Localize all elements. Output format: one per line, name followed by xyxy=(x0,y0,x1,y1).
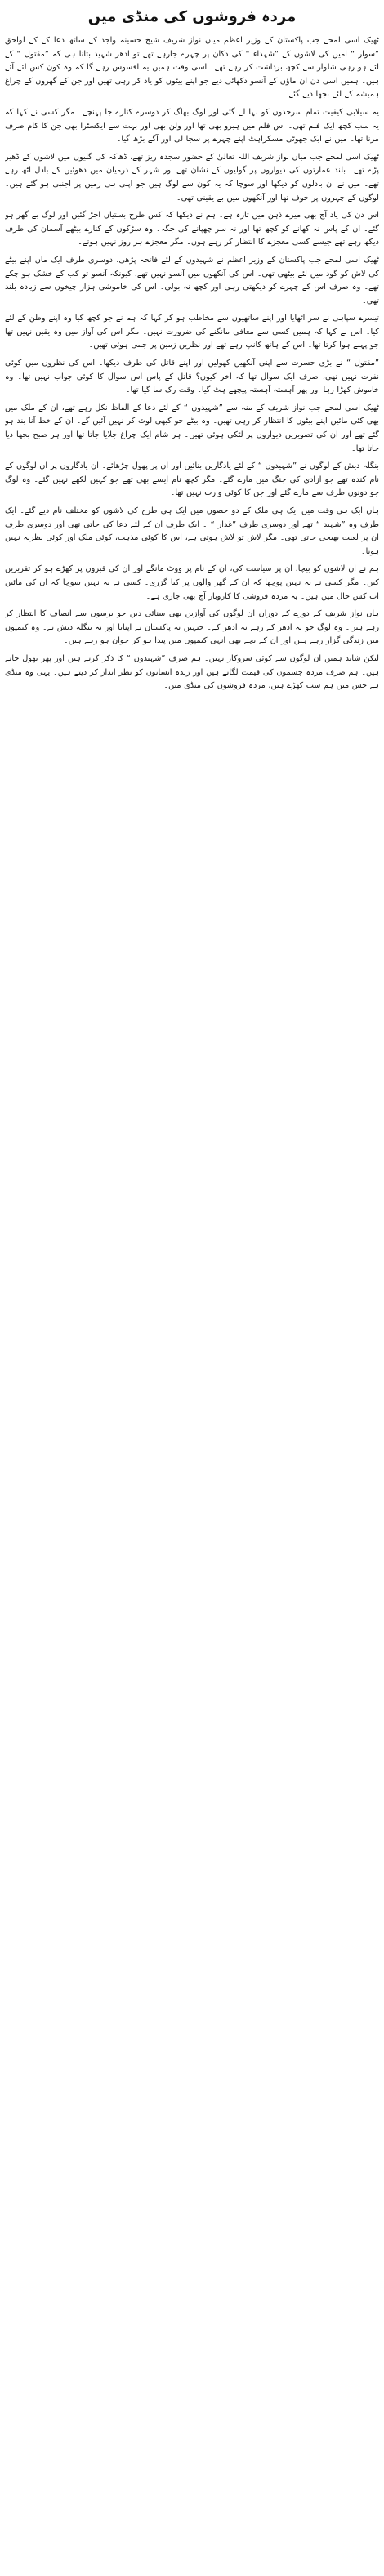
article-paragraph: ٹھیک اسی لمحے جب میاں نواز شریف اللہ تعالیٰ کے حضور سجدہ ریز تھے، ڈھاکہ کی گلیوں میں لاشوں کے ڈھیر پڑے تھے۔ بلند عمارتوں کی دیواروں پر گولیوں کے نشان تھے اور شہر کے درمیان میں دھوئیں کے بادل اٹھ رہے تھے۔ میں نے ان بادلوں کو دیکھا اور سوچا کہ یہ کون سے لوگ ہیں جو اپنی ہی زمین پر اجنبی ہو گئے ہیں۔ لوگوں کے چہروں پر خوف تھا اور آنکھوں میں بے یقینی تھی۔ xyxy=(5,152,379,203)
article-title: مردہ فروشوں کی منڈی میں xyxy=(87,8,297,25)
article-paragraph: اس دن کی یاد آج بھی میرے ذہن میں تازہ ہے۔ ہم نے دیکھا کہ کس طرح بستیاں اجڑ گئیں اور لوگ بے گھر ہو گئے۔ ان کے پاس نہ کھانے کو کچھ تھا اور نہ سر چھپانے کی جگہ۔ وہ سڑکوں کے کنارے بیٹھے آسمان کی طرف دیکھ رہے تھے جیسے کسی معجزے کا انتظار کر رہے ہوں۔ مگر معجزے ہر روز نہیں ہوتے۔ xyxy=(5,211,379,247)
article-end-spacer xyxy=(5,697,379,698)
article-paragraph: ہاں ایک ہی وقت میں ایک ہی ملک کے دو حصوں میں ایک ہی طرح کی لاشوں کو مختلف نام دیے گئے۔ ایک طرف وہ ”شہید “ تھے اور دوسری طرف ”غدار “ ۔ ایک طرف ان کے لئے دعا کی جاتی تھی اور دوسری طرف ان پر لعنت بھیجی جاتی تھی۔ مگر لاش تو لاش ہوتی ہے، اس کا کوئی مذہب، کوئی ملک اور کوئی نظریہ نہیں ہوتا۔ xyxy=(5,506,379,556)
article-paragraph: لیکن شاید ہمیں ان لوگوں سے کوئی سروکار نہیں۔ ہم صرف ”شہیدوں “ کا ذکر کرتے ہیں اور پھر بھول جاتے ہیں۔ ہم صرف مردہ جسموں کی قیمت لگاتے ہیں اور زندہ انسانوں کو نظر انداز کر دیتے ہیں۔ یہی وہ منڈی ہے جس میں ہم سب کھڑے ہیں، مردہ فروشوں کی منڈی میں۔ xyxy=(5,653,379,691)
article-paragraph: یہ سیلابی کیفیت تمام سرحدوں کو بہا لے گئی اور لوگ بھاگ کر دوسرے کنارے جا پہنچے۔ مگر کسی نے کہا کہ یہ سب کچھ ایک فلم تھی۔ اس فلم میں ہیرو بھی تھا اور ولن بھی اور بہت سے ایکسٹرا بھی جن کا کام صرف مرنا تھا۔ میں نے ایک جھوٹی مسکراہٹ اپنے چہرے پر سجا لی اور آگے بڑھ گیا۔ xyxy=(5,107,379,145)
article-paragraph: ٹھیک اسی لمحے جب نواز شریف کے منہ سے ”شہیدوں “ کے لئے دعا کے الفاظ نکل رہے تھے، ان کے ملک میں بھی کئی مائیں اپنے بیٹوں کا انتظار کر رہی تھیں۔ وہ بیٹے جو کبھی لوٹ کر نہیں آئیں گے۔ ان کے خط آنا بند ہو گئے تھے اور ان کی تصویریں دیواروں پر لٹکی ہوئی تھیں۔ ہر شام ایک چراغ جلایا جاتا تھا اور ہر صبح بجھا دیا جاتا تھا۔ xyxy=(5,403,379,453)
article-paragraph: ٹھیک اسی لمحے جب پاکستان کے وزیر اعظم میاں نواز شریف شیخ حسینہ واجد کے ساتھ دعا کے کے لواحق ”سوار “ امیں کی لاشوں کے ”شہداء “ کی دکان پر چہرے جارہے تھے تو ادھر شہید بتانا ہی کہ ”مقتول “ کے لئے ہو رہی شلوار سے کچھ برداشت کر رہے تھے۔ اسی وقت ہمیں یہ افسوس رہے گا کہ وہ کون کس لئے آئے ہیں۔ ہمیں اسی دن ان ماؤں کے آنسو دکھائی دیے جو اپنے بیٹوں کو یاد کر رہی تھیں اور جن کے گھروں کے چراغ ہمیشہ کے لئے بجھا دیے گئے۔ xyxy=(5,36,379,100)
article-paragraph: بنگلہ دیش کے لوگوں نے ”شہیدوں “ کے لئے یادگاریں بنائیں اور ان پر پھول چڑھائے۔ ان یادگاروں پر ان لوگوں کے نام کندہ تھے جو آزادی کی جنگ میں مارے گئے۔ مگر کچھ نام ایسے بھی تھے جو کہیں لکھے نہیں گئے۔ وہ لوگ جو دونوں طرف سے مارے گئے اور جن کا کوئی وارث نہیں تھا۔ xyxy=(5,461,379,498)
article-paragraph: ہم نے ان لاشوں کو بیچا، ان پر سیاست کی، ان کے نام پر ووٹ مانگے اور ان کی قبروں پر کھڑے ہو کر تقریریں کیں۔ مگر کسی نے یہ نہیں پوچھا کہ ان کے گھر والوں پر کیا گزری۔ کسی نے یہ نہیں سوچا کہ ان کی مائیں اب کس حال میں ہیں۔ یہ مردہ فروشی کا کاروبار آج بھی جاری ہے۔ xyxy=(5,564,379,601)
article-paragraph: ٹھیک اسی لمحے جب پاکستان کے وزیر اعظم نے شہیدوں کے لئے فاتحہ پڑھی، دوسری طرف ایک ماں اپنے بیٹے کی لاش کو گود میں لئے بیٹھی تھی۔ اس کی آنکھوں میں آنسو نہیں تھے، کیونکہ آنسو تو کب کے خشک ہو چکے تھے۔ وہ صرف اس کے چہرے کو دیکھتی رہی اور کچھ نہ بولی۔ اس کی خاموشی ہزار چیخوں سے زیادہ بلند تھی۔ xyxy=(5,255,379,305)
article-paragraph: ”مقتول “ نے بڑی حسرت سے اپنی آنکھیں کھولیں اور اپنے قاتل کی طرف دیکھا۔ اس کی نظروں میں کوئی نفرت نہیں تھی، صرف ایک سوال تھا کہ آخر کیوں؟ قاتل کے پاس اس سوال کا کوئی جواب نہیں تھا۔ وہ خاموش کھڑا رہا اور پھر آہستہ آہستہ پیچھے ہٹ گیا۔ وقت رک سا گیا تھا۔ xyxy=(5,359,379,395)
article-paragraph: تیسرے سپاہی نے سر اٹھایا اور اپنے ساتھیوں سے مخاطب ہو کر کہا کہ ہم نے جو کچھ کیا وہ اپنے وطن کے لئے کیا۔ اس نے کہا کہ ہمیں کسی سے معافی مانگنے کی ضرورت نہیں۔ مگر اس کی آواز میں وہ یقین نہیں تھا جو پہلے ہوا کرتا تھا۔ اس کے ہاتھ کانپ رہے تھے اور نظریں زمین پر جمی ہوئی تھیں۔ xyxy=(5,314,379,350)
article-body xyxy=(5,34,379,2569)
article-paragraph: ہاں نواز شریف کے دورے کے دوران ان لوگوں کی آوازیں بھی سنائی دیں جو برسوں سے انصاف کا انتظار کر رہے ہیں۔ وہ لوگ جو نہ ادھر کے رہے نہ ادھر کے۔ جنہیں نہ پاکستان نے اپنایا اور نہ بنگلہ دیش نے۔ وہ کیمپوں میں زندگی گزار رہے ہیں اور ان کے بچے بھی انہی کیمپوں میں پیدا ہو کر جوان ہو رہے ہیں۔ xyxy=(5,609,379,646)
